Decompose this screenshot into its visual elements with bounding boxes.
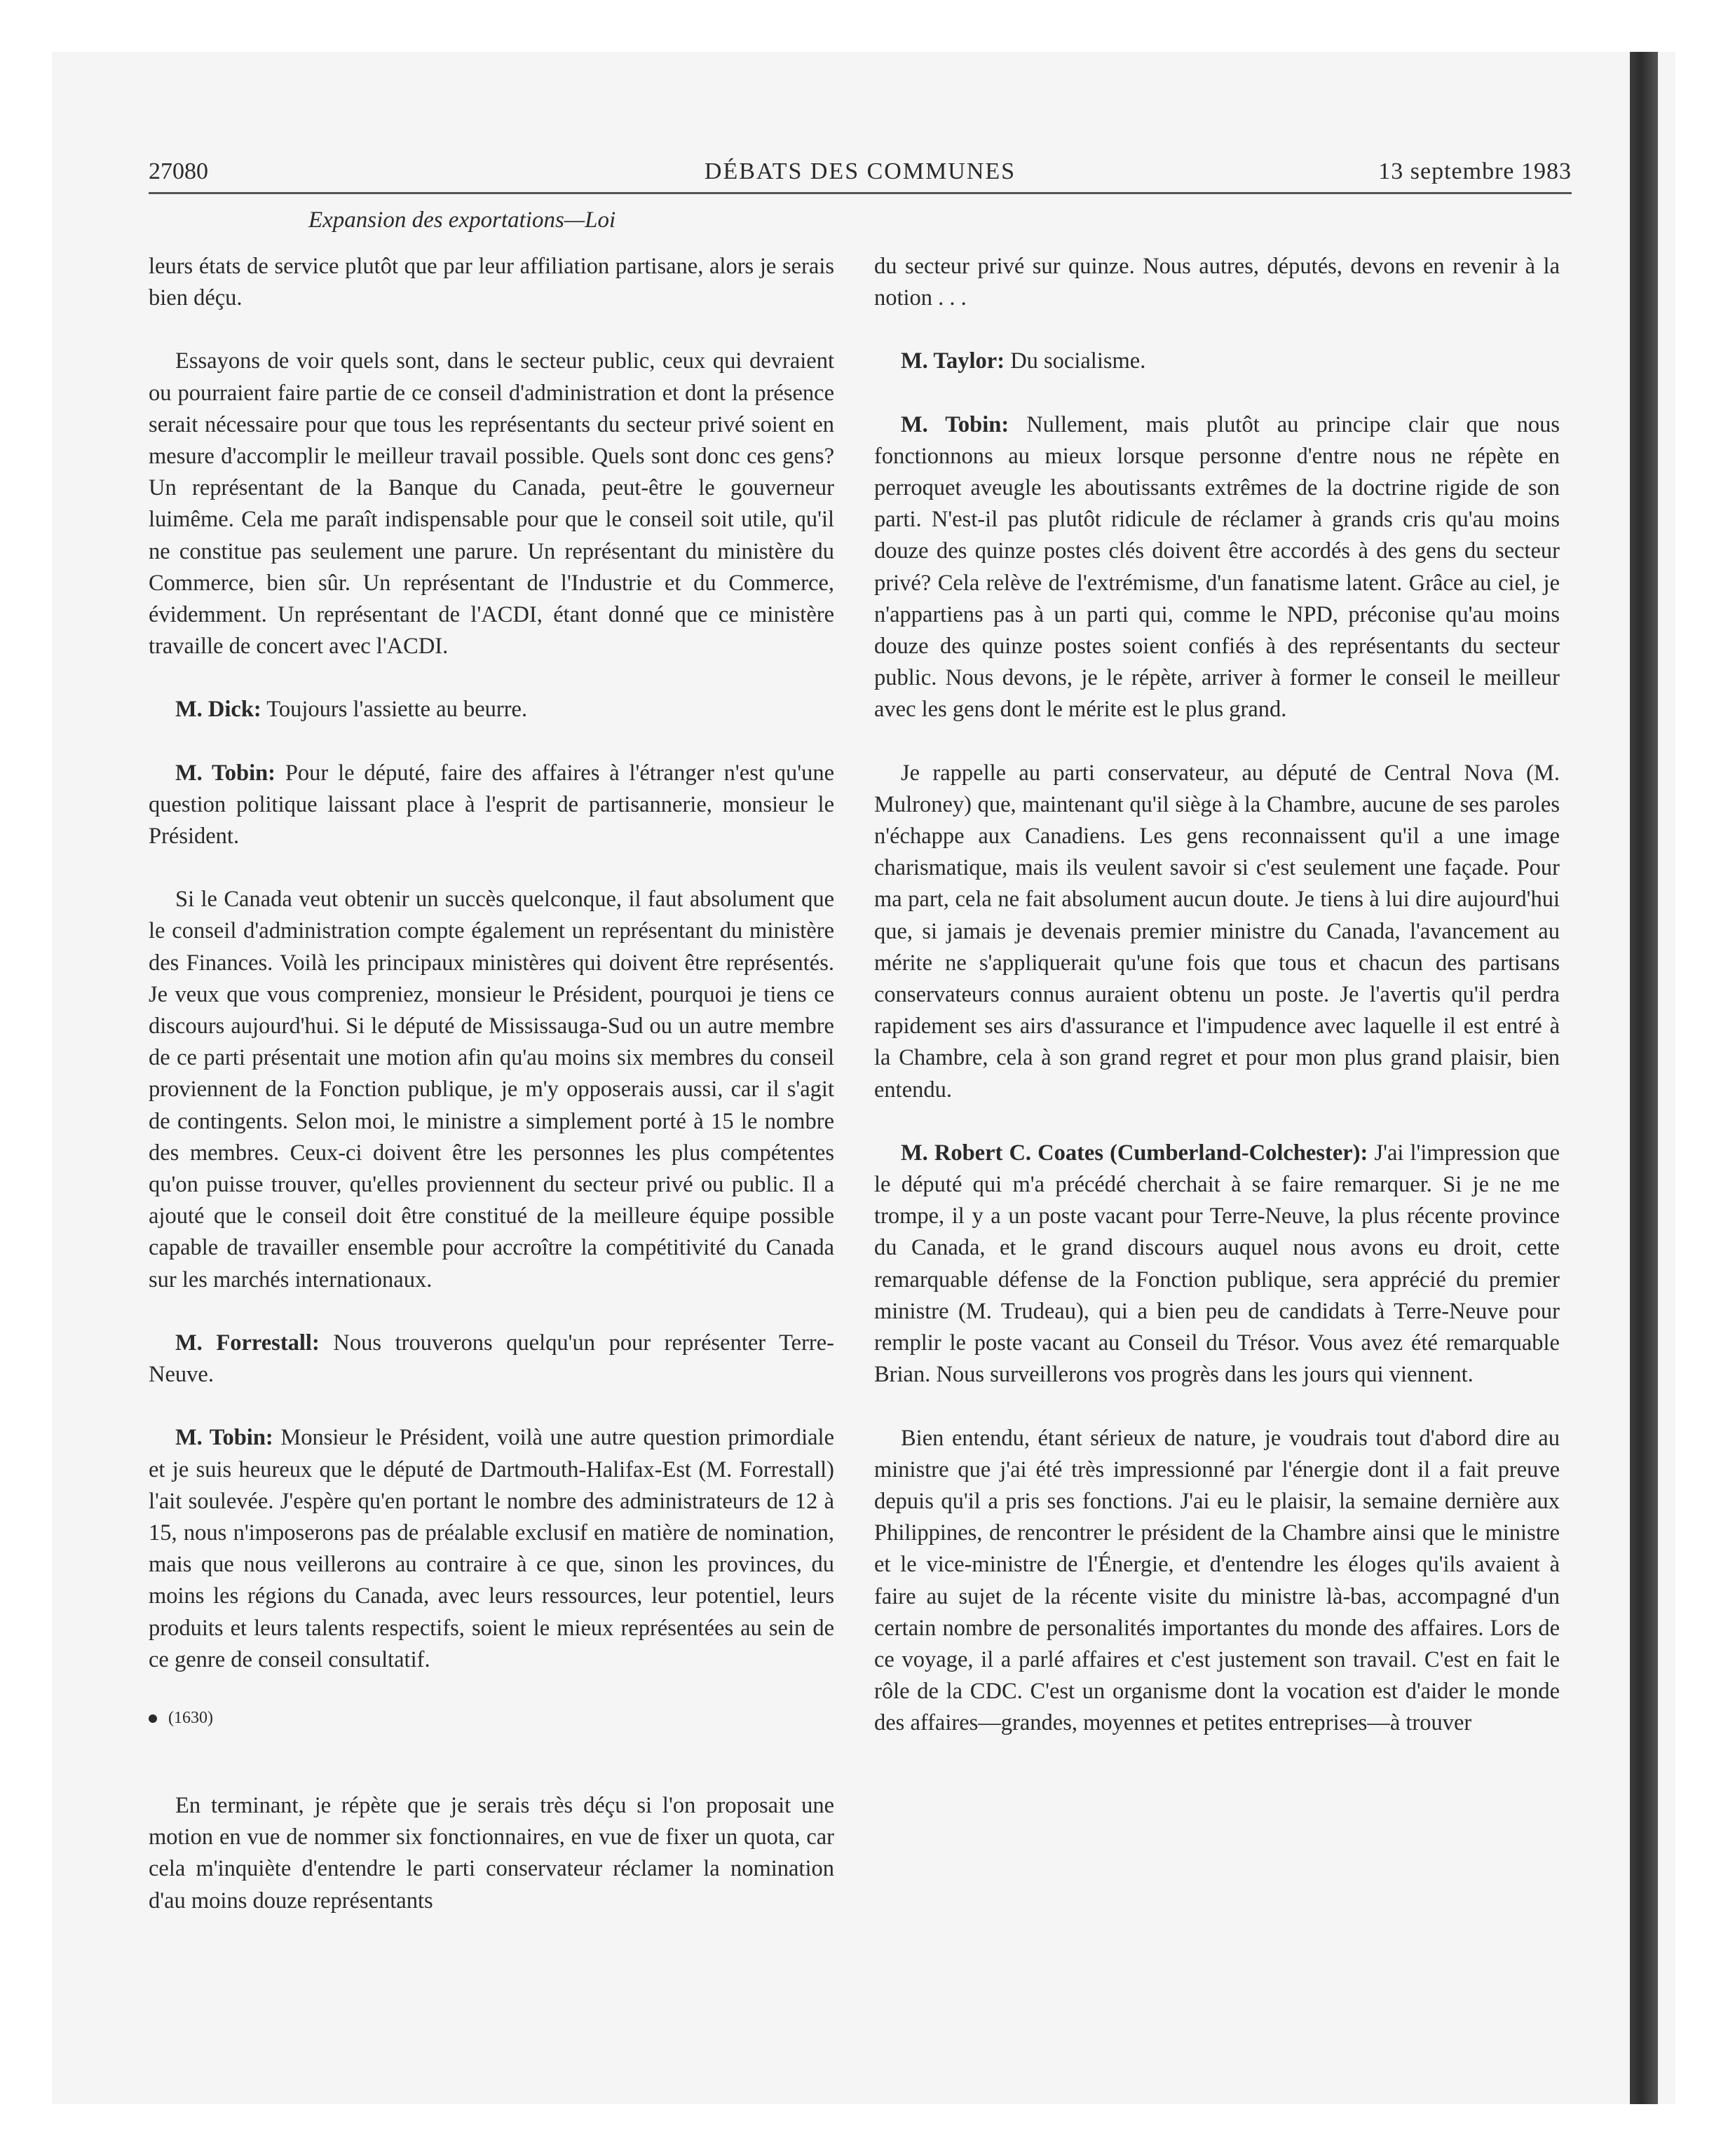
speaker-name: M. Tobin:: [901, 411, 1009, 437]
left-column: [149, 251, 834, 1949]
scan-edge: [1630, 52, 1658, 2104]
page-number: 27080: [149, 158, 208, 184]
page-header: [149, 158, 1572, 200]
speaker-name: M. Tobin:: [175, 760, 276, 786]
paragraph: M. Tobin: Monsieur le Président, voilà une autre question primordiale et je suis heureux que le député de Dartmouth-Halifax-Est (M. Forrestall) l'ait soulevée. J'espère qu'en portant le nombre des administrateurs de 12 à 15, nous n'imposerons pas de préalable exclusif en matière de nomination, mais que nous veillerons au contraire à ce que, sinon les provinces, du moins les régions du Canada, avec leurs ressources, leur potentiel, leurs produits et leurs talents respectifs, soient le mieux représentées au sein de ce genre de conseil consultatif.: [149, 1425, 835, 1672]
paragraph: M. Forrestall: Nous trouverons quelqu'un pour représenter Terre-Neuve.: [149, 1330, 834, 1388]
speaker-name: M. Tobin:: [175, 1425, 273, 1451]
right-column: [874, 251, 1560, 1771]
paragraph: En terminant, je répète que je serais très déçu si l'on proposait une motion en vue de nommer six fonctionnaires, en vue de fixer un quota, car cela m'inquiète d'entendre le parti conservateur réclamer la nomination d'au moins douze représentants: [149, 1792, 834, 1913]
paragraph: M. Tobin: Nullement, mais plutôt au principe clair que nous fonctionnons au mieux lorsque personne d'entre nous ne répète en perroquet aveugle les aboutissants extrêmes de la doctrine rigide de son parti. N'est-il pas plutôt ridicule de réclamer à grands cris qu'au moins douze des quinze postes clés doivent être accordés à des gens du secteur privé? Cela relève de l'extrémisme, d'un fanatisme latent. Grâce au ciel, je n'appartiens pas à un parti qui, comme le NPD, préconise qu'au moins douze des quinze postes soient confiés à des représentants du secteur public. Nous devons, je le répète, arriver à former le conseil le meilleur avec les gens dont le mérite est le plus grand.: [874, 411, 1560, 723]
paragraph: M. Tobin: Pour le député, faire des affaires à l'étranger n'est qu'une question politique laissant place à l'esprit de partisannerie, monsieur le Président.: [149, 760, 834, 850]
paragraph: Si le Canada veut obtenir un succès quelconque, il faut absolument que le conseil d'administration compte également un représentant du ministère des Finances. Voilà les principaux ministères qui doivent être représentés. Je veux que vous compreniez, monsieur le Président, pourquoi je tiens ce discours aujourd'hui. Si le député de Mississauga-Sud ou un autre membre de ce parti présentait une motion afin qu'au moins six membres du conseil proviennent de la Fonction publique, je m'y opposerais aussi, car il s'agit de contingents. Selon moi, le ministre a simplement porté à 15 le nombre des membres. Ceux-ci doivent être les personnes les plus compétentes qu'on puisse trouver, qu'elles proviennent du secteur privé ou public. Il a ajouté que le conseil doit être constitué de la meilleure équipe possible capable de travailler ensemble pour accroître la compétitivité du Canada sur les marchés internationaux.: [149, 887, 834, 1292]
paragraph: Bien entendu, étant sérieux de nature, je voudrais tout d'abord dire au ministre que j'ai été très impressionné par l'énergie dont il a fait preuve depuis qu'il a pris ses fonctions. J'ai eu le plaisir, la semaine dernière aux Philippines, de rencontrer le président de la Chambre ainsi que le ministre et le vice-ministre de l'Énergie, et d'entendre les éloges qu'ils avaient à faire au sujet de la récente visite du ministre là-bas, accompagné d'un certain nombre de personalités importantes du monde des affaires. Lors de ce voyage, il a parlé affaires et c'est justement son travail. C'est en fait le rôle de la CDC. C'est un organisme dont la vocation est d'aider le monde des affaires—grandes, moyennes et petites entreprises—à trouver: [874, 1425, 1560, 1736]
timestamp: (1630): [149, 1707, 834, 1728]
paragraph: Je rappelle au parti conservateur, au député de Central Nova (M. Mulroney) que, maintenant qu'il siège à la Chambre, aucune de ses paroles n'échappe aux Canadiens. Les gens reconnaissent qu'il a une image charismatique, mais ils veulent savoir si c'est seulement une façade. Pour ma part, cela ne fait absolument aucun doute. Je tiens à lui dire aujourd'hui que, si jamais je devenais premier ministre du Canada, l'avancement au mérite ne s'appliquerait qu'une fois que tous et chacun des partisans conservateurs connus auraient obtenu un poste. Je l'avertis qu'il perdra rapidement ses airs d'assurance et l'impudence avec laquelle il est entré à la Chambre, cela à son grand regret et pour mon plus grand plaisir, bien entendu.: [874, 760, 1560, 1103]
speaker-name: M. Taylor:: [901, 348, 1005, 374]
speaker-name: M. Forrestall:: [175, 1330, 320, 1356]
header-date: 13 septembre 1983: [1378, 158, 1572, 184]
speaker-name: M. Robert C. Coates (Cumberland-Colchester):: [901, 1140, 1368, 1166]
section-title: Expansion des exportations—Loi: [308, 207, 616, 233]
speaker-name: M. Dick:: [175, 697, 261, 723]
header-rule: [149, 192, 1572, 194]
paragraph: du secteur privé sur quinze. Nous autres, députés, devons en revenir à la notion . . .: [874, 254, 1560, 311]
paragraph: Essayons de voir quels sont, dans le secteur public, ceux qui devraient ou pourraient faire partie de ce conseil d'administration et dont la présence serait nécessaire pour que tous les représentants du secteur privé soient en mesure d'accomplir le meilleur travail possible. Quels sont donc ces gens? Un représentant de la Banque du Canada, peut-être le gouverneur luimême. Cela me paraît indispensable pour que le conseil soit utile, qu'il ne constitue pas seulement une parure. Un représentant du ministère du Commerce, bien sûr. Un représentant de l'Industrie et du Commerce, évidemment. Un représentant de l'ACDI, étant donné que ce ministère travaille de concert avec l'ACDI.: [149, 348, 834, 660]
paragraph: M. Robert C. Coates (Cumberland-Colchester): J'ai l'impression que le député qui m'a précédé cherchait à se faire remarquer. Si je ne me trompe, il y a un poste vacant pour Terre-Neuve, la plus récente province du Canada, et le grand discours auquel nous avons eu droit, cette remarquable défense de la Fonction publique, sera apprécié du premier ministre (M. Trudeau), qui a bien peu de candidats à Terre-Neuve pour remplir le poste vacant au Conseil du Trésor. Vous avez été remarquable Brian. Nous surveillerons vos progrès dans les jours qui viennent.: [874, 1140, 1560, 1388]
paragraph: M. Dick: Toujours l'assiette au beurre.: [175, 697, 528, 723]
paragraph: M. Taylor: Du socialisme.: [901, 348, 1146, 374]
paragraph: leurs états de service plutôt que par leur affiliation partisane, alors je serais bien déçu.: [149, 254, 834, 311]
bullet-icon: [149, 1714, 157, 1723]
journal-title: DÉBATS DES COMMUNES: [704, 158, 1016, 184]
